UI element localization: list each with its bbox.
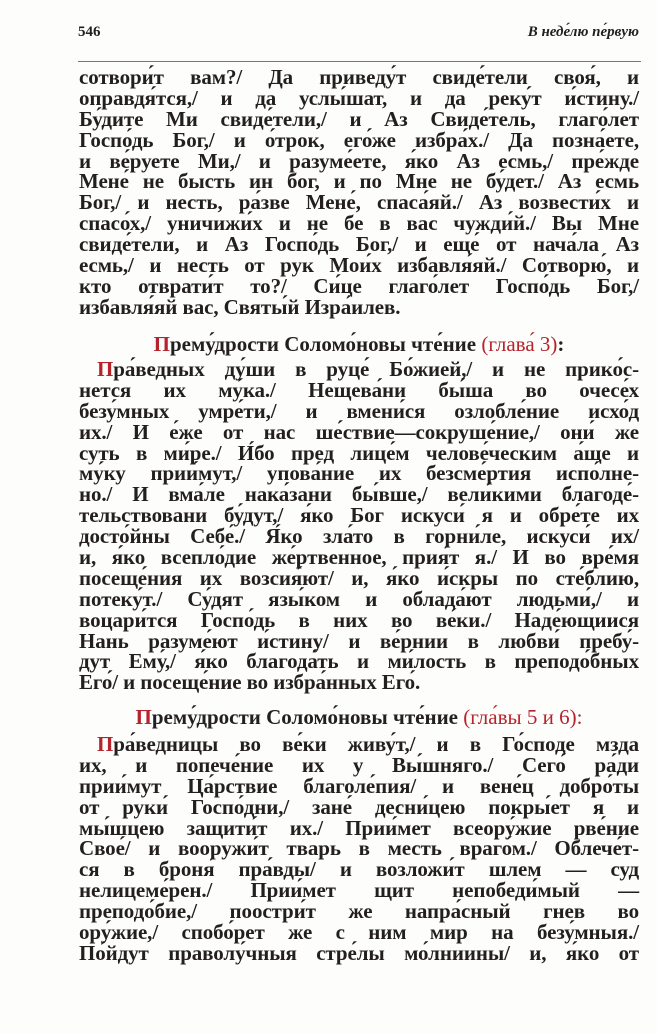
- line-text: оправдя́тся,/ и да услы́шат, и да реку́т и́стину./: [79, 85, 639, 110]
- heading-reference: (глава́ 3): [481, 332, 558, 356]
- line-text: Бог,/ и несть, ра́зве Мене́, спаса́яй./ Аз возвести́х и: [79, 190, 639, 215]
- text-line: [79, 234, 639, 255]
- line-text: мы́шцею защити́т их./ Прии́мет всеору́жие рве́ние: [79, 815, 639, 840]
- reading-heading-wisdom-5-6: [79, 705, 639, 729]
- text-block-wisdom-3: [79, 359, 639, 693]
- line-text: ра́ведных ду́ши в руце́ Бо́жией,/ и не прико́с-: [113, 357, 639, 381]
- text-line: [79, 794, 639, 819]
- text-line: [79, 85, 639, 110]
- initial-letter: П: [97, 732, 114, 756]
- text-line: [79, 565, 639, 590]
- text-line: [79, 752, 639, 777]
- line-text: нется их му́ка./ Нещева́ни бы́ша во очесе́х: [79, 377, 639, 402]
- text-line: [79, 419, 639, 444]
- line-text: тельствовани бу́дут,/ я́ко Бог искуси́ я и обре́те их: [79, 503, 639, 528]
- line-text: дут Ему́,/ я́ко благода́ть и ми́лость в преподо́бных: [79, 649, 639, 674]
- initial-letter: П: [97, 357, 114, 381]
- text-line: [79, 859, 639, 880]
- text-line: [79, 505, 639, 526]
- text-line: [79, 192, 639, 213]
- header-rule: [78, 61, 641, 62]
- text-line: [79, 398, 639, 423]
- line-text: досто́йны Себе́./ Я́ко зла́то в горни́ле, искуси́ их/: [79, 524, 639, 549]
- line-text: но./ И вма́ле нака́зани бы́вше,/ вели́кими благоде́-: [79, 482, 639, 507]
- text-line: [79, 484, 639, 505]
- line-text: прии́мут Ца́рствие благоле́пия/ и вене́ц добро́ты: [79, 773, 639, 798]
- line-text: от руки́ Госпо́дни,/ зане́ десни́цею покры́ет я и: [79, 794, 639, 819]
- line-text: Нань разуме́ют и́стину/ и ве́рнии в любви́ пребу́-: [79, 628, 639, 653]
- heading-initial: П: [135, 705, 152, 729]
- heading-suffix: :: [557, 332, 565, 356]
- line-text: му́ку прии́мут,/ упова́ние их безсме́ртия испо́лне-: [79, 461, 639, 486]
- text-line: [79, 773, 639, 798]
- text-line: [79, 734, 639, 755]
- line-text: посеще́ния их возсия́ют/ и, я́ко и́скры по сте́блию,: [79, 565, 639, 590]
- line-text: их./ И е́же от нас ше́ствие—сокруше́ние,/ они́ же: [79, 419, 639, 444]
- page-number: 546: [78, 24, 101, 40]
- line-text: и ве́руете Ми,/ и разуме́ете, я́ко Аз есмь,/ пре́жде: [79, 148, 639, 173]
- line-text: безу́мных умре́ти,/ и вмени́ся озлобле́ние исхо́д: [79, 398, 639, 423]
- heading-text: рему́дрости Соломо́новы чте́ние: [169, 332, 482, 356]
- text-line: [79, 273, 639, 298]
- text-line: [79, 440, 639, 465]
- text-line: [79, 628, 639, 653]
- text-line: [79, 586, 639, 611]
- text-line: [79, 255, 639, 276]
- text-line: [79, 880, 639, 901]
- text-line: [79, 940, 639, 965]
- line-text: Свое́/ и вооружи́т тварь в месть враго́м./ Облече́т-: [79, 836, 639, 861]
- line-text: Мене́ не бысть ин бог, и по Мне не бу́дет./ Аз есмь: [79, 169, 639, 194]
- text-line: [79, 294, 639, 319]
- text-line: [79, 547, 639, 568]
- line-text: есмь,/ и несть от рук Мои́х избавля́яй./ Сотворю́, и: [79, 253, 639, 278]
- line-text: избавля́яй вас, Святы́й Изра́илев.: [79, 294, 401, 319]
- text-line: [79, 651, 639, 672]
- line-text: ору́жие,/ спобо́рет же с ним мир на безу́мныя./: [79, 920, 639, 945]
- line-text: сотвори́т вам?/ Да приведу́т свиде́тели своя́, и: [79, 65, 639, 89]
- line-text: преподо́бие,/ поостри́т же напра́сный гнев во: [79, 899, 639, 924]
- text-line: [79, 213, 639, 234]
- line-text: спасо́х,/ уничижи́х и не бе в вас чужди́й./ Вы Мне: [79, 211, 639, 236]
- line-text: их, и попече́ние их у Вы́шняго./ Сего́ ра́ди: [79, 752, 639, 777]
- heading-initial: П: [153, 332, 170, 356]
- line-text: воцари́тся Госпо́дь в них во ве́ки./ Наде́ющиися: [79, 607, 639, 632]
- text-line: [79, 815, 639, 840]
- reading-heading-wisdom-3: [79, 332, 639, 356]
- heading-text: рему́дрости Соломо́новы чте́ние: [151, 705, 464, 729]
- text-block-wisdom-5-6: [79, 734, 639, 964]
- text-line: [79, 106, 639, 131]
- line-text: суть в ми́ре./ И́бо пред лице́м челове́ческим а́ще и: [79, 440, 639, 465]
- line-text: ра́ведницы во ве́ки живу́т,/ и в Го́споде мзда: [113, 732, 639, 756]
- line-text: Бу́дите Ми свиде́тели,/ и Аз Свиде́тель, глаго́лет: [79, 106, 639, 131]
- line-text: Госпо́дь Бог,/ и о́трок, его́же избра́х./ Да позна́ете,: [79, 127, 639, 152]
- text-line: [79, 526, 639, 547]
- text-line: [79, 901, 639, 922]
- text-line: [79, 463, 639, 484]
- text-line: [79, 171, 639, 192]
- running-title: В неде́лю пе́рвую: [527, 24, 639, 40]
- text-line: [79, 359, 639, 380]
- line-text: и, я́ко всепло́дие же́ртвенное, прия́т я./ И во вре́мя: [79, 545, 639, 570]
- line-text: ся в броня́ пра́вды/ и возложи́т шлем — суд: [79, 857, 639, 882]
- line-text: нелицеме́рен./ Прии́мет щит непобеди́мый —: [79, 878, 639, 903]
- line-text: По́йдут праволу́чныя стре́лы мо́лниины/ и, я́ко от: [79, 940, 639, 965]
- text-line: [79, 607, 639, 632]
- text-block-isaiah: [79, 67, 639, 318]
- text-line: [79, 67, 639, 88]
- text-line: [79, 672, 639, 693]
- line-text: кто отврати́т то?/ Си́це глаго́лет Госпо́дь Бог,/: [79, 273, 639, 298]
- text-line: [79, 922, 639, 943]
- line-text: свиде́тели, и Аз Госпо́дь Бог,/ и еще́ от нача́ла Аз: [79, 232, 639, 257]
- heading-reference: (гла́вы 5 и 6):: [463, 705, 583, 729]
- line-text: потеку́т./ Су́дят язы́ком и облада́ют людьми́,/ и: [79, 586, 639, 611]
- text-line: [79, 148, 639, 173]
- line-text: Его́/ и посеще́ние во избра́нных Его́.: [79, 670, 421, 695]
- text-line: [79, 838, 639, 859]
- text-line: [79, 377, 639, 402]
- text-line: [79, 127, 639, 152]
